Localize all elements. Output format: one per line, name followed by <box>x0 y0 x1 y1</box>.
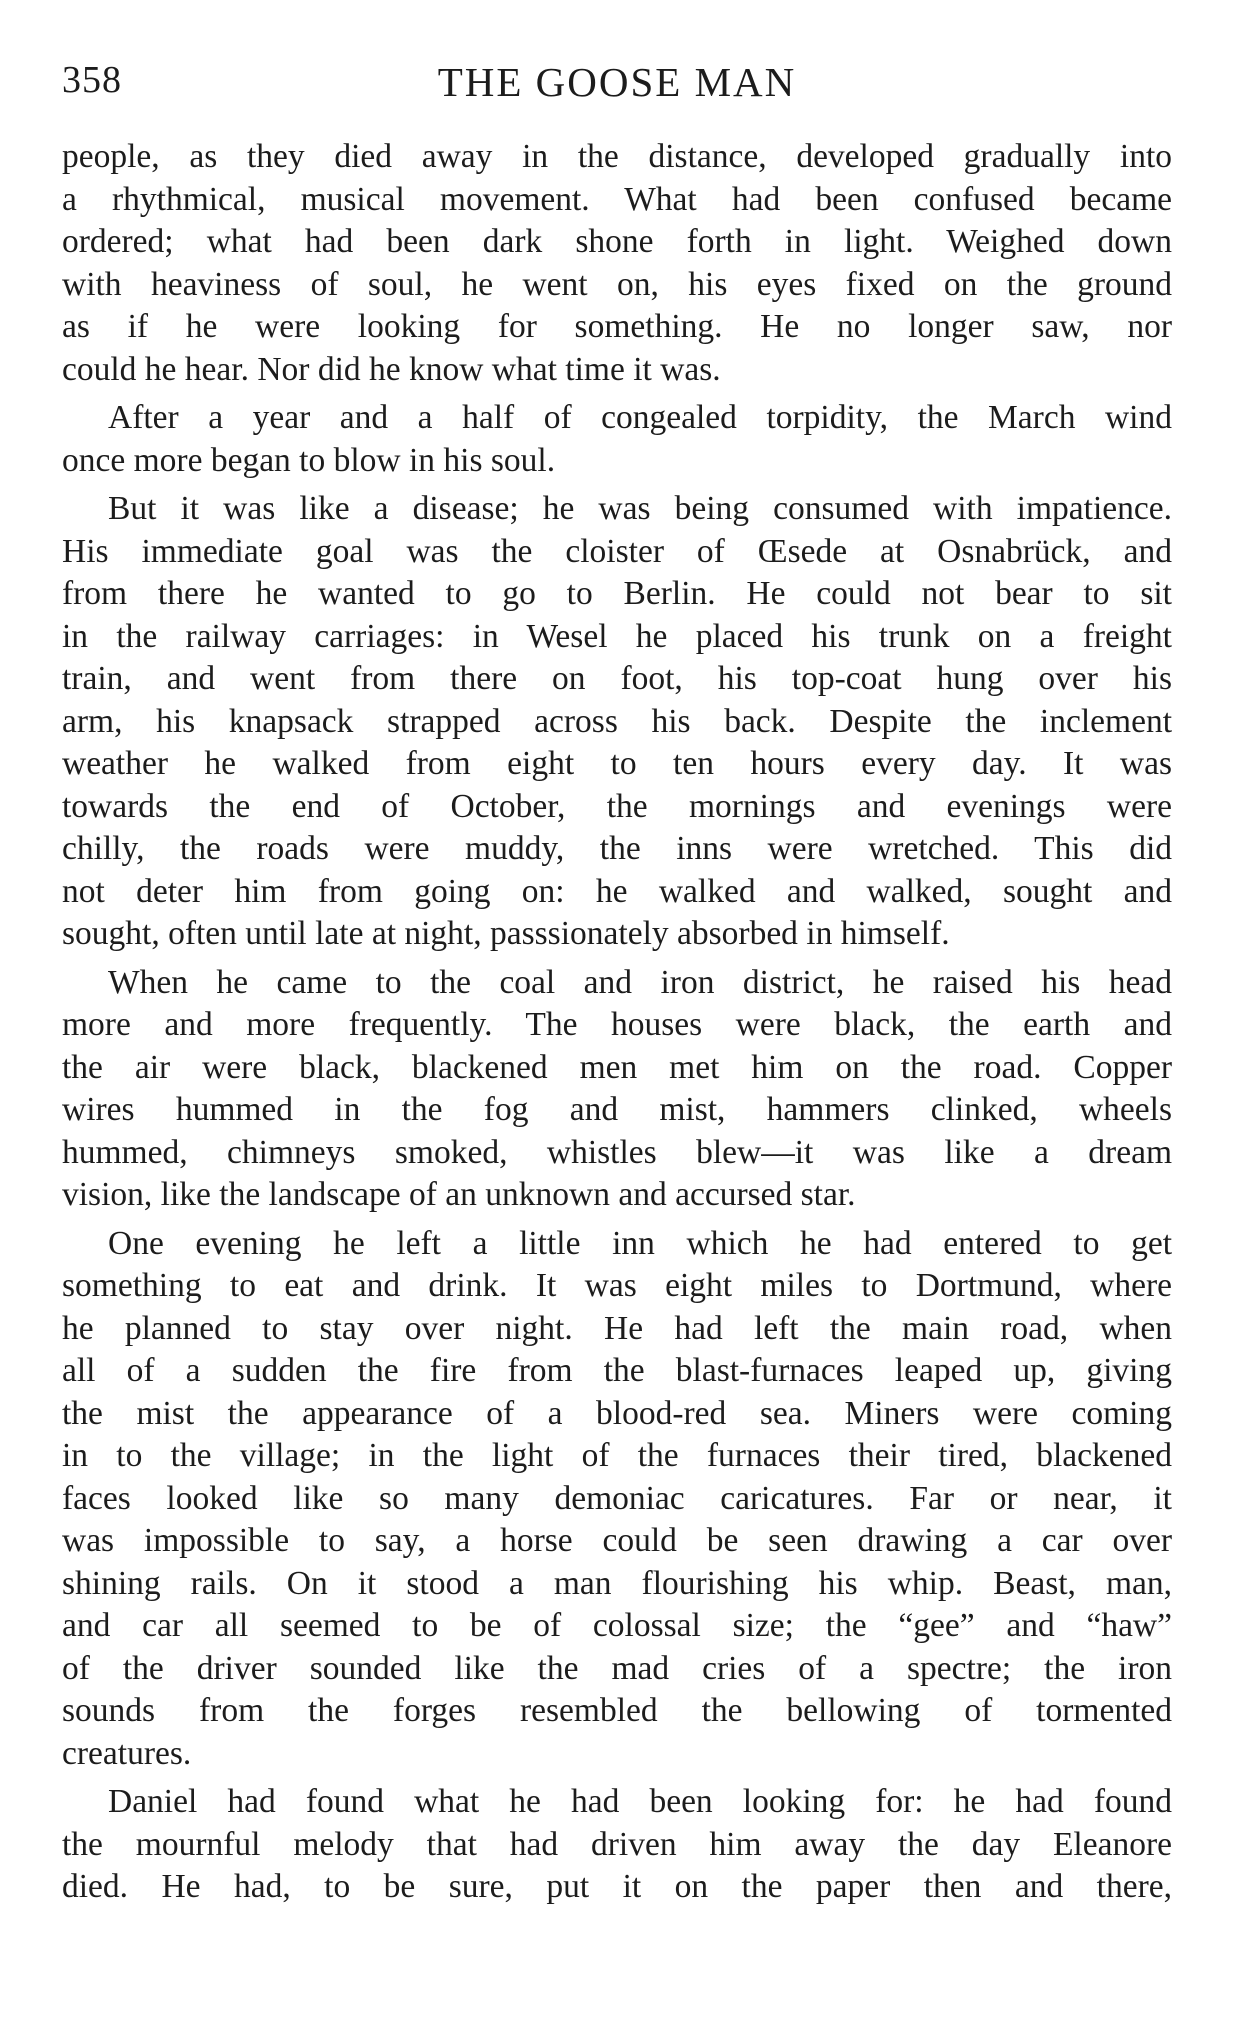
text-line: shining rails. On it stood a man flourishing his whip. Beast, man, <box>62 1564 1172 1602</box>
paragraph <box>62 1781 1172 1909</box>
text-line: a rhythmical, musical movement. What had been confused became <box>62 180 1172 218</box>
text-line: chilly, the roads were muddy, the inns were wretched. This did <box>62 830 1172 867</box>
text-line: vision, like the landscape of an unknown and accursed star. <box>62 1176 856 1213</box>
book-title: THE GOOSE MAN <box>437 59 797 105</box>
text-line: in to the village; in the light of the furnaces their tired, blackened <box>62 1437 1172 1474</box>
text-line: from there he wanted to go to Berlin. He could not bear to sit <box>62 575 1172 612</box>
text-line: faces looked like so many demoniac caricatures. Far or near, it <box>62 1479 1172 1517</box>
text-line: was impossible to say, a horse could be seen drawing a car over <box>62 1522 1172 1559</box>
text-line: something to eat and drink. It was eight miles to Dortmund, where <box>62 1267 1172 1304</box>
text-line: One evening he left a little inn which he had entered to get <box>108 1224 1172 1262</box>
text-line: Daniel had found what he had been looking for: he had found <box>108 1783 1172 1820</box>
text-line: But it was like a disease; he was being consumed with impatience. <box>108 490 1172 527</box>
page-number: 358 <box>62 59 122 101</box>
text-line: not deter him from going on: he walked and walked, sought and <box>62 872 1172 910</box>
paragraph <box>62 962 1172 1217</box>
text-line: sought, often until late at night, passsionately absorbed in himself. <box>62 915 950 952</box>
text-line: as if he were looking for something. He no longer saw, nor <box>62 308 1172 345</box>
text-line: with heaviness of soul, he went on, his eyes fixed on the ground <box>62 265 1172 303</box>
text-line: all of a sudden the fire from the blast-furnaces leaped up, giving <box>62 1352 1172 1389</box>
text-line: ordered; what had been dark shone forth in light. Weighed down <box>62 223 1172 260</box>
text-line: the mist the appearance of a blood-red sea. Miners were coming <box>62 1394 1172 1432</box>
text-line: more and more frequently. The houses were black, the earth and <box>62 1006 1172 1043</box>
text-line: His immediate goal was the cloister of Œsede at Osnabrück, and <box>62 532 1172 570</box>
text-line: once more began to blow in his soul. <box>62 441 556 479</box>
text-line: weather he walked from eight to ten hours every day. It was <box>62 745 1172 782</box>
running-head <box>62 58 1172 108</box>
text-line: he planned to stay over night. He had left the main road, when <box>62 1309 1172 1347</box>
text-line: died. He had, to be sure, put it on the paper then and there, <box>62 1868 1172 1905</box>
text-line: the mournful melody that had driven him away the day Eleanore <box>62 1825 1172 1863</box>
text-line: When he came to the coal and iron district, he raised his head <box>108 963 1172 1001</box>
text-line: the air were black, blackened men met him on the road. Copper <box>62 1048 1172 1086</box>
text-line: sounds from the forges resembled the bellowing of tormented <box>62 1692 1172 1729</box>
text-line: and car all seemed to be of colossal size; the “gee” and “haw” <box>62 1607 1172 1644</box>
text-line: creatures. <box>62 1734 192 1772</box>
text-line: could he hear. Nor did he know what time it was. <box>62 350 721 388</box>
text-line: people, as they died away in the distance, developed gradually into <box>62 138 1172 175</box>
paragraph <box>62 1223 1172 1776</box>
text-line: After a year and a half of congealed torpidity, the March wind <box>108 399 1172 436</box>
paragraph <box>62 488 1172 956</box>
text-line: train, and went from there on foot, his top-coat hung over his <box>62 660 1172 697</box>
text-line: of the driver sounded like the mad cries of a spectre; the iron <box>62 1649 1172 1687</box>
text-line: arm, his knapsack strapped across his back. Despite the inclement <box>62 702 1172 740</box>
paragraph <box>62 136 1172 391</box>
text-line: towards the end of October, the mornings and evenings were <box>62 787 1172 825</box>
body-text <box>62 136 1172 1996</box>
paragraph <box>62 397 1172 482</box>
text-line: in the railway carriages: in Wesel he placed his trunk on a freight <box>62 617 1172 655</box>
text-line: wires hummed in the fog and mist, hammers clinked, wheels <box>62 1091 1172 1128</box>
text-line: hummed, chimneys smoked, whistles blew—it was like a dream <box>62 1133 1172 1171</box>
